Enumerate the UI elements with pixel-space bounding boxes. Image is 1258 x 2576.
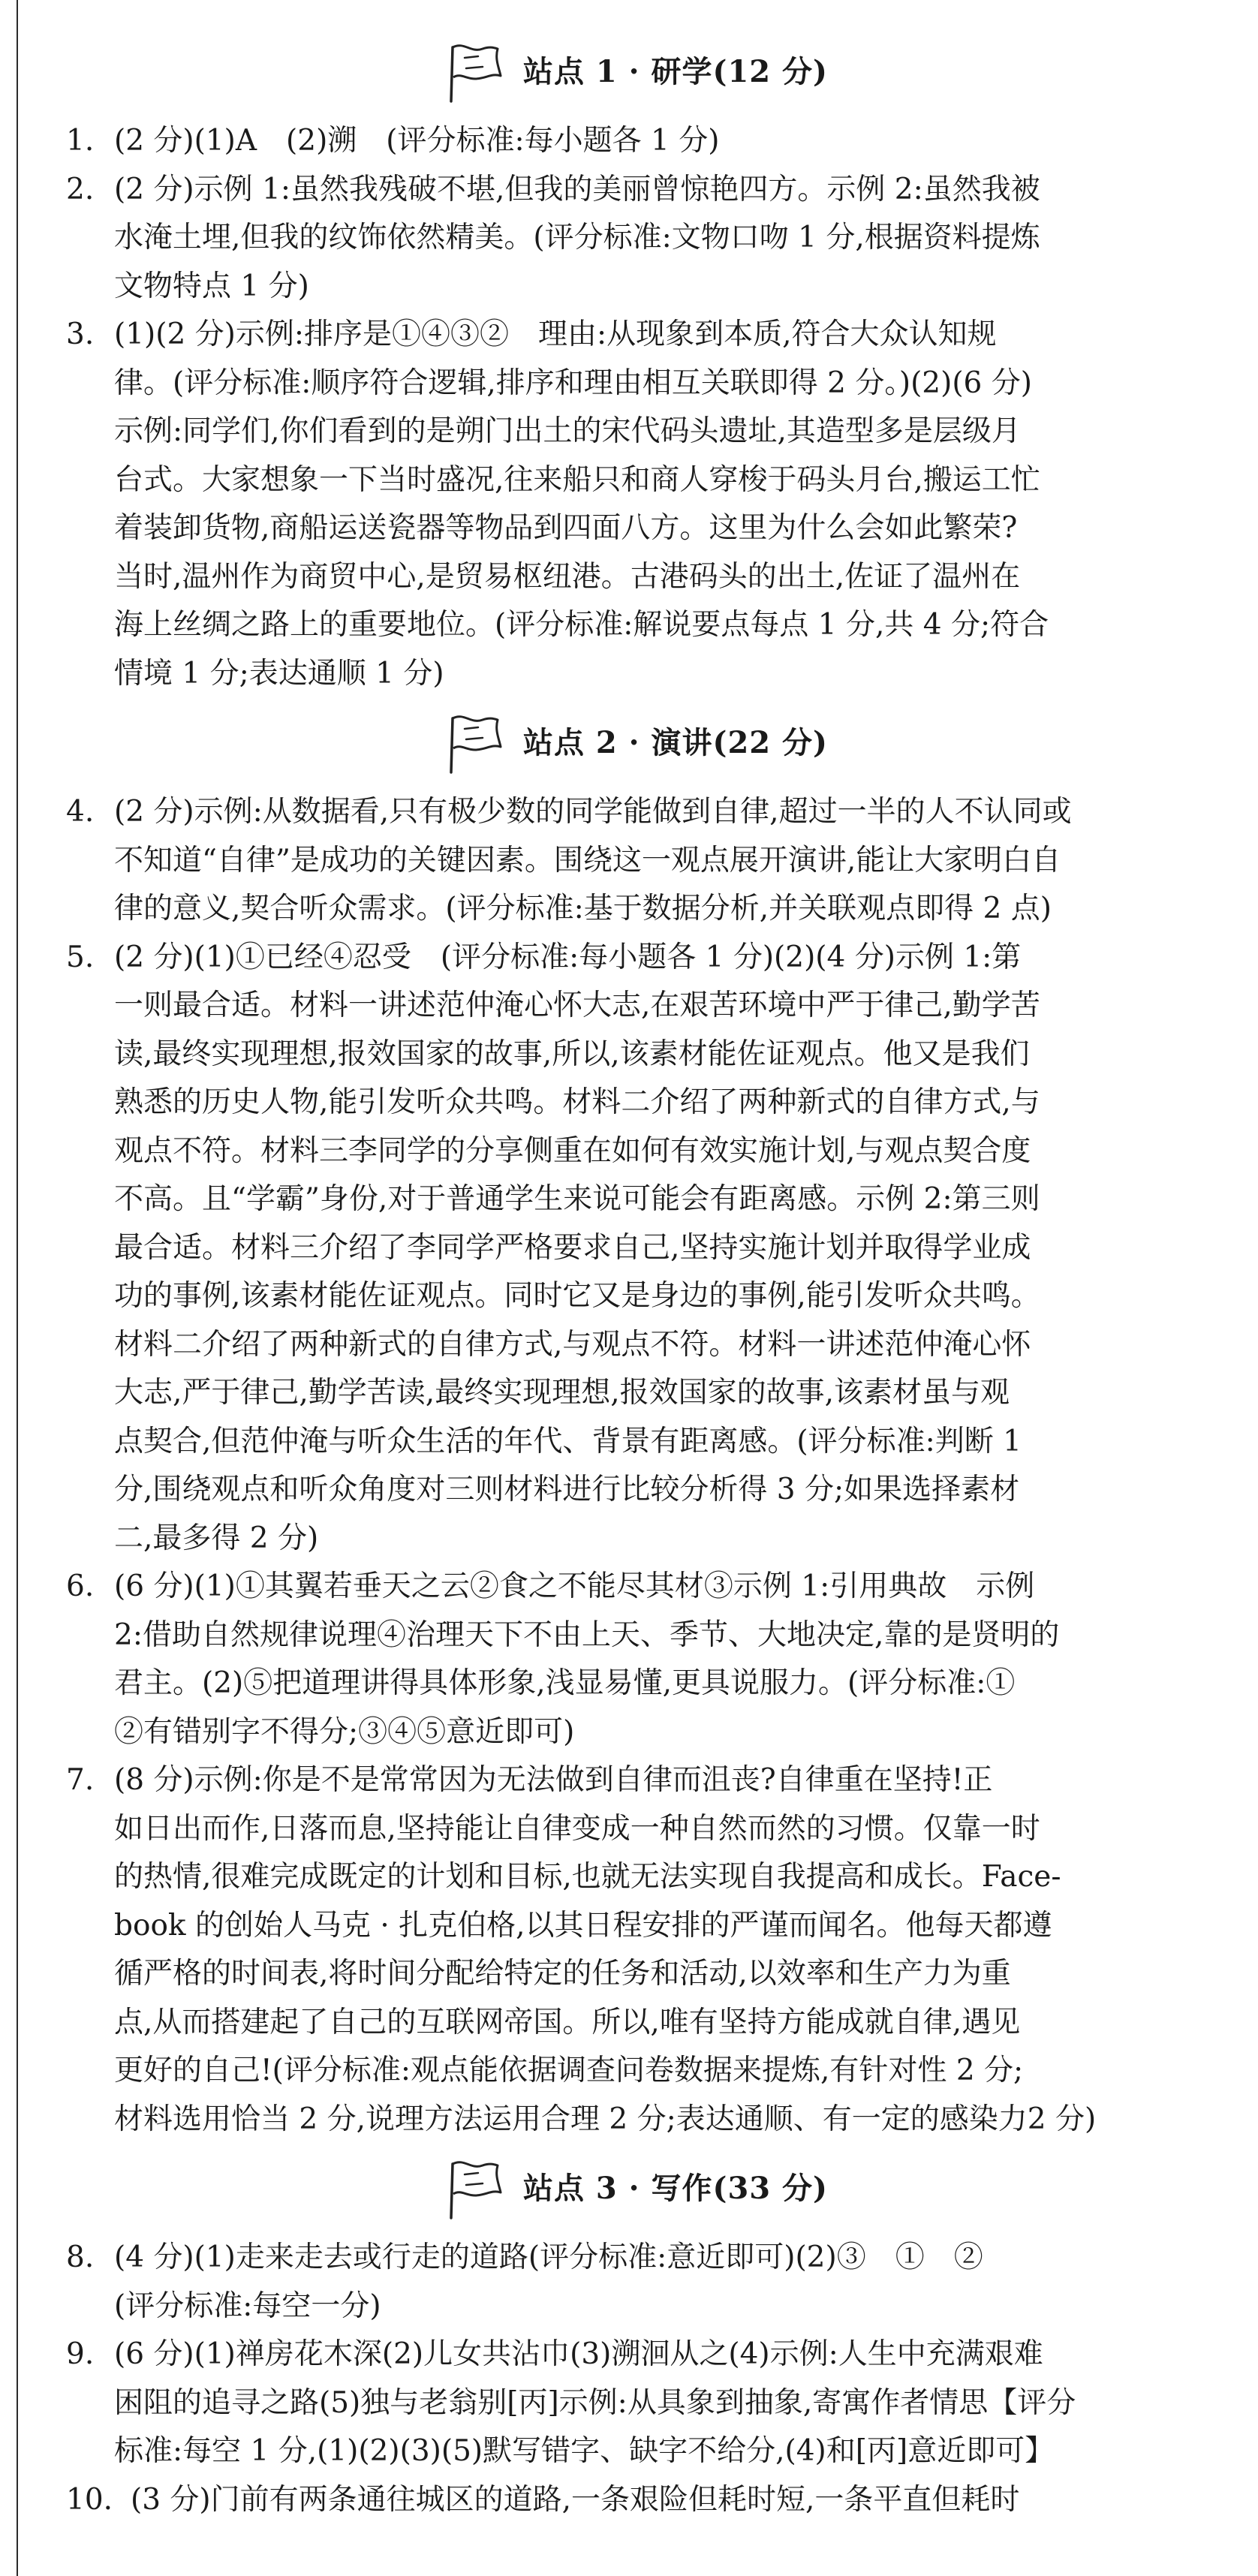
answer-number: 1. [66, 124, 95, 158]
answer-item [66, 2331, 1207, 2476]
answer-line: 循严格的时间表,将时间分配给特定的任务和活动,以效率和生产力为重 [114, 1957, 1011, 1991]
answer-line: 熟悉的历史人物,能引发听众共鸣。材料二介绍了两种新式的自律方式,与 [114, 1085, 1040, 1119]
flag-icon [445, 41, 504, 103]
answer-line: 分,围绕观点和听众角度对三则材料进行比较分析得 3 分;如果选择素材 [114, 1473, 1020, 1506]
answer-line: 点契合,但范仲淹与听众生活的年代、背景有距离感。(评分标准:判断 1 [114, 1424, 1022, 1458]
answer-line: 着装卸货物,商船运送瓷器等物品到四面八方。这里为什么会如此繁荣? [114, 511, 1018, 545]
answer-line: 点,从而搭建起了自己的互联网帝国。所以,唯有坚持方能成就自律,遇见 [114, 2005, 1021, 2039]
answer-line: 材料二介绍了两种新式的自律方式,与观点不符。材料一讲述范仲淹心怀 [114, 1327, 1031, 1362]
answer-number: 5. [66, 940, 95, 974]
answer-line: 台式。大家想象一下当时盛况,往来船只和商人穿梭于码头月台,搬运工忙 [114, 462, 1040, 497]
section-header-2 [66, 698, 1207, 788]
answer-line: (2 分)示例:从数据看,只有极少数的同学能做到自律,超过一半的人不认同或 [114, 795, 1072, 829]
answer-number: 7. [66, 1763, 95, 1797]
answer-line: 二,最多得 2 分) [114, 1521, 319, 1555]
answer-line: 如日出而作,日落而息,坚持能让自律变成一种自然而然的习惯。仅靠一时 [114, 1811, 1040, 1846]
flag-icon [445, 2158, 504, 2219]
answer-item [66, 1756, 1207, 2144]
answer-line: 水淹土埋,但我的纹饰依然精美。(评分标准:文物口吻 1 分,根据资料提炼 [114, 221, 1040, 254]
answer-item [66, 166, 1207, 311]
answer-line: 示例:同学们,你们看到的是朔门出土的宋代码头遗址,其造型多是层级月 [114, 414, 1021, 448]
answer-number: 6. [66, 1569, 95, 1603]
answer-item [66, 117, 1207, 166]
answer-line: (6 分)(1)禅房花木深(2)儿女共沾巾(3)溯洄从之(4)示例:人生中充满艰难 [114, 2337, 1043, 2371]
answer-line: 君主。(2)⑤把道理讲得具体形象,浅显易懂,更具说服力。(评分标准:① [114, 1666, 1016, 1700]
section-title: 站点 3 · 写作(33 分) [523, 2171, 828, 2206]
answer-item [66, 934, 1207, 1563]
answer-item [66, 2234, 1207, 2331]
answer-line: 大志,严于律己,勤学苦读,最终实现理想,报效国家的故事,该素材虽与观 [114, 1376, 1010, 1410]
section-header-3 [66, 2144, 1207, 2234]
answer-line: 当时,温州作为商贸中心,是贸易枢纽港。古港码头的出土,佐证了温州在 [114, 559, 1021, 594]
answer-number: 8. [66, 2240, 95, 2274]
answer-line: 读,最终实现理想,报效国家的故事,所以,该素材能佐证观点。他又是我们 [114, 1037, 1030, 1071]
answer-item [66, 788, 1207, 934]
answer-line: 的热情,很难完成既定的计划和目标,也就无法实现自我提高和成长。Face- [114, 1860, 1061, 1894]
section-title: 站点 1 · 研学(12 分) [523, 54, 828, 89]
answer-line: 律。(评分标准:顺序符合逻辑,排序和理由相互关联即得 2 分。)(2)(6 分) [114, 366, 1032, 400]
answer-number: 3. [66, 317, 95, 351]
answer-line: (6 分)(1)①其翼若垂天之云②食之不能尽其材③示例 1:引用典故 示例 [114, 1569, 1035, 1603]
answer-line: 困阻的追寻之路(5)独与老翁别[丙]示例:从具象到抽象,寄寓作者情思【评分 [114, 2385, 1076, 2420]
answer-item [66, 1563, 1207, 1756]
answer-number: 2. [66, 172, 95, 206]
answer-line: 律的意义,契合听众需求。(评分标准:基于数据分析,并关联观点即得 2 点) [114, 892, 1052, 925]
answer-line: 观点不符。材料三李同学的分享侧重在如何有效实施计划,与观点契合度 [114, 1133, 1031, 1168]
page-left-rule [17, 0, 18, 2576]
answer-number: 4. [66, 795, 95, 829]
answer-line: (8 分)示例:你是不是常常因为无法做到自律而沮丧?自律重在坚持!正 [114, 1763, 993, 1797]
flag-icon [445, 712, 504, 774]
answer-number: 10. [66, 2482, 113, 2517]
answer-item [66, 2476, 1207, 2525]
answer-line: (1)(2 分)示例:排序是①④③② 理由:从现象到本质,符合大众认知规 [114, 317, 997, 351]
answer-line: (2 分)(1)①已经④忍受 (评分标准:每小题各 1 分)(2)(4 分)示例 1:第 [114, 940, 1022, 974]
answer-line: 不知道“自律”是成功的关键因素。围绕这一观点展开演讲,能让大家明白自 [114, 843, 1061, 877]
answer-line: 海上丝绸之路上的重要地位。(评分标准:解说要点每点 1 分,共 4 分;符合 [114, 608, 1049, 642]
answer-line: (4 分)(1)走来走去或行走的道路(评分标准:意近即可)(2)③ ① ② [114, 2240, 983, 2274]
answer-line: 材料选用恰当 2 分,说理方法运用合理 2 分;表达通顺、有一定的感染力2 分) [114, 2102, 1097, 2136]
answer-line: 更好的自己!(评分标准:观点能依据调查问卷数据来提炼,有针对性 2 分; [114, 2054, 1024, 2087]
answer-line: ②有错别字不得分;③④⑤意近即可) [114, 1714, 575, 1749]
answer-line: (2 分)(1)A (2)溯 (评分标准:每小题各 1 分) [114, 124, 720, 158]
answer-line: (3 分)门前有两条通往城区的道路,一条艰险但耗时短,一条平直但耗时 [131, 2482, 1020, 2517]
answer-line: 2:借助自然规律说理④治理天下不由上天、季节、大地决定,靠的是贤明的 [114, 1618, 1060, 1652]
answer-content [66, 27, 1207, 2524]
answer-item [66, 311, 1207, 698]
answer-line: book 的创始人马克 · 扎克伯格,以其日程安排的严谨而闻名。他每天都遵 [114, 1908, 1052, 1943]
answer-line: (评分标准:每空一分) [114, 2289, 381, 2323]
answer-line: 不高。且“学霸”身份,对于普通学生来说可能会有距离感。示例 2:第三则 [114, 1182, 1040, 1216]
section-header-1 [66, 27, 1207, 117]
answer-line: 标准:每空 1 分,(1)(2)(3)(5)默写错字、缺字不给分,(4)和[丙]意近即可】 [114, 2434, 1055, 2468]
answer-line: 文物特点 1 分) [114, 269, 309, 303]
answer-line: (2 分)示例 1:虽然我残破不堪,但我的美丽曾惊艳四方。示例 2:虽然我被 [114, 172, 1040, 206]
answer-line: 一则最合适。材料一讲述范仲淹心怀大志,在艰苦环境中严于律己,勤学苦 [114, 989, 1040, 1022]
answer-number: 9. [66, 2337, 95, 2371]
answer-line: 最合适。材料三介绍了李同学严格要求自己,坚持实施计划并取得学业成 [114, 1230, 1031, 1265]
section-title: 站点 2 · 演讲(22 分) [523, 725, 828, 760]
answer-line: 功的事例,该素材能佐证观点。同时它又是身边的事例,能引发听众共鸣。 [114, 1279, 1040, 1313]
answer-line: 情境 1 分;表达通顺 1 分) [114, 656, 444, 691]
